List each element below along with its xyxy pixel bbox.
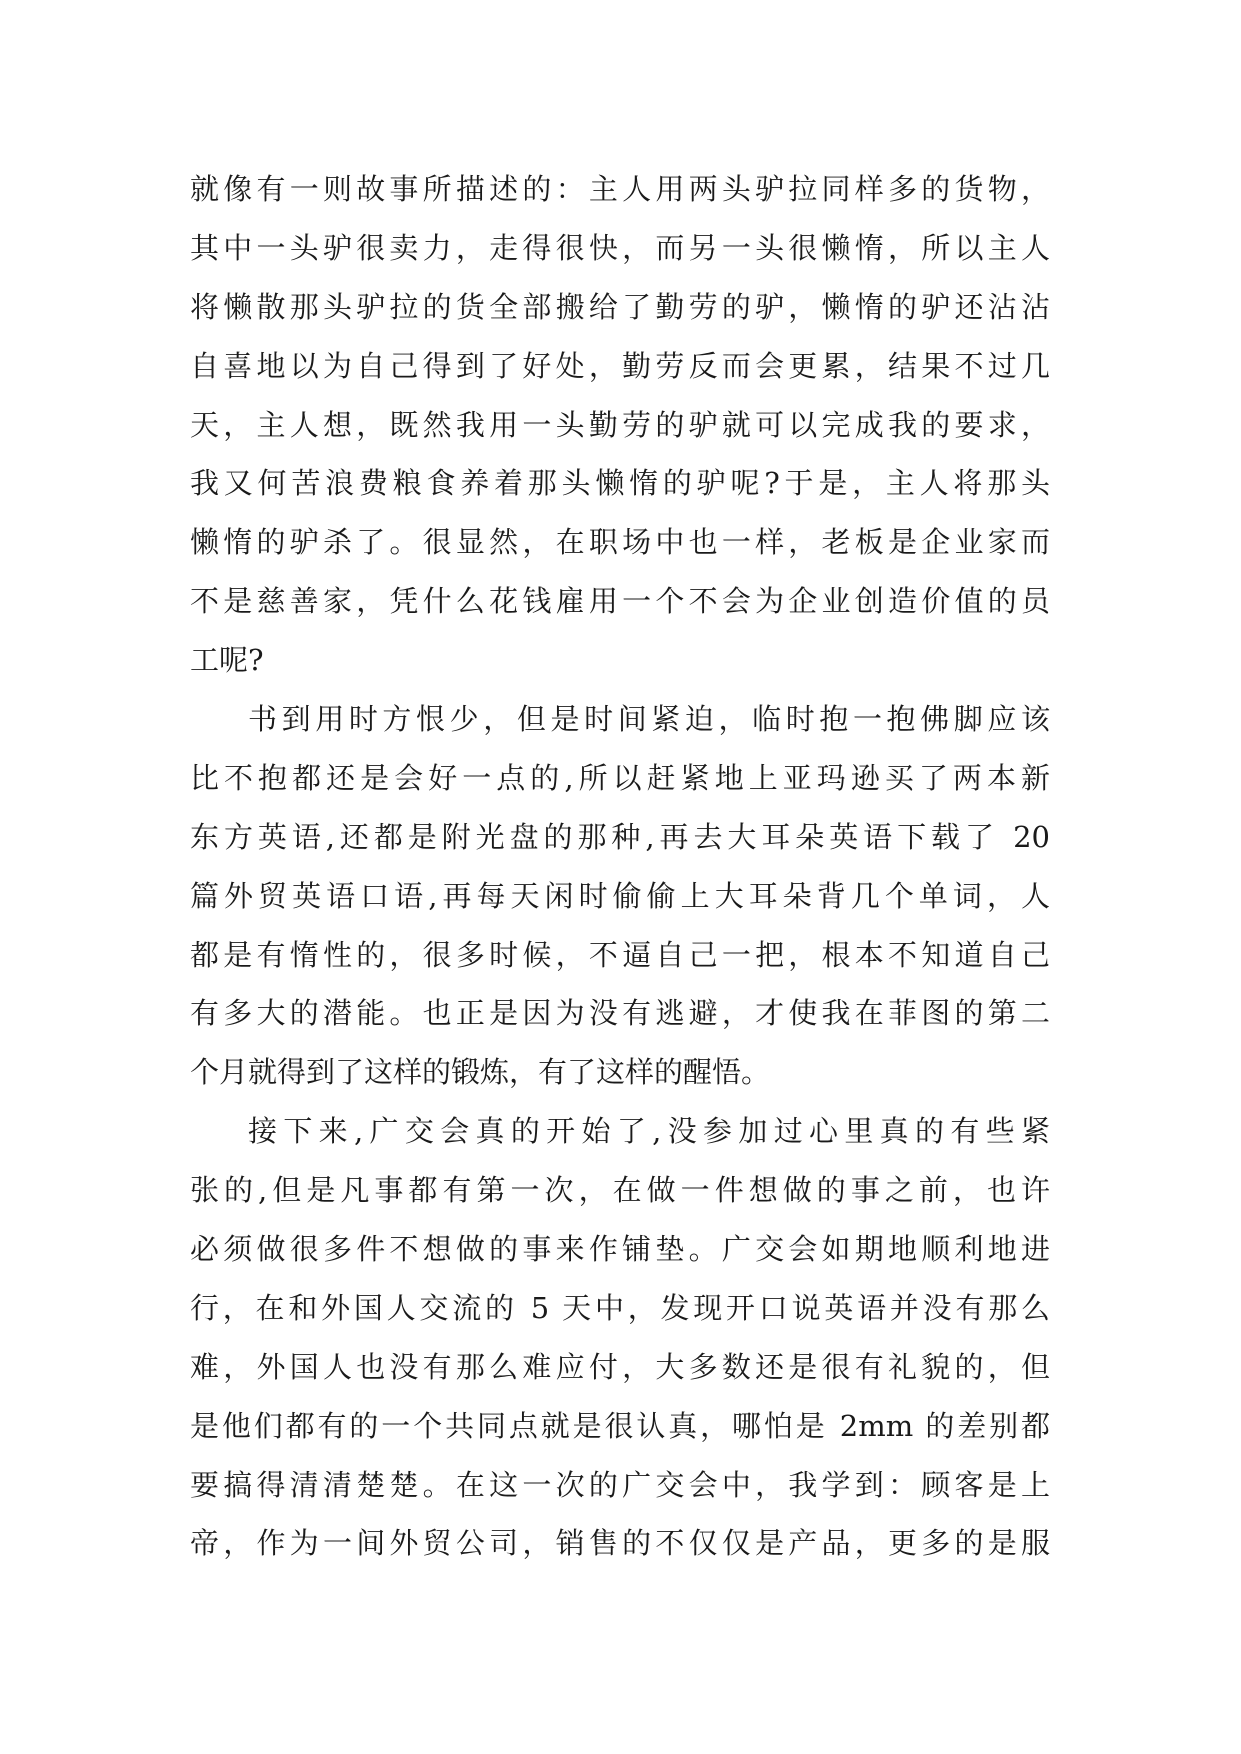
text-line: 有多大的潜能。也正是因为没有逃避，才使我在菲图的第二 [190,996,1050,1031]
text-line: 是他们都有的一个共同点就是很认真，哪怕是 2mm 的差别都 [190,1408,1050,1443]
text-line: 比不抱都还是会好一点的,所以赶紧地上亚玛逊买了两本新 [190,760,1050,795]
text-line: 难，外国人也没有那么难应付，大多数还是很有礼貌的，但 [190,1349,1050,1384]
text-line: 工呢? [190,643,264,678]
text-line: 张的,但是凡事都有第一次，在做一件想做的事之前，也许 [190,1173,1050,1208]
text-line: 东方英语,还都是附光盘的那种,再去大耳朵英语下载了 20 [190,819,1050,854]
text-line: 行，在和外国人交流的 5 天中，发现开口说英语并没有那么 [190,1290,1050,1325]
paragraph [190,160,1050,690]
text-line: 懒惰的驴杀了。很显然，在职场中也一样，老板是企业家而 [190,525,1050,560]
text-line: 就像有一则故事所描述的：主人用两头驴拉同样多的货物， [190,172,1050,206]
document-body [190,160,1050,1573]
text-line: 其中一头驴很卖力，走得很快，而另一头很懒惰，所以主人 [190,230,1050,265]
text-line: 篇外贸英语口语,再每天闲时偷偷上大耳朵背几个单词，人 [190,878,1050,913]
text-line: 必须做很多件不想做的事来作铺垫。广交会如期地顺利地进 [190,1232,1050,1267]
text-line: 将懒散那头驴拉的货全部搬给了勤劳的驴，懒惰的驴还沾沾 [190,289,1050,324]
text-line: 自喜地以为自己得到了好处，勤劳反而会更累，结果不过几 [190,348,1050,383]
text-line: 个月就得到了这样的锻炼，有了这样的醒悟。 [190,1055,771,1090]
text-line: 帝，作为一间外贸公司，销售的不仅仅是产品，更多的是服 [190,1526,1050,1561]
text-line: 天，主人想，既然我用一头勤劳的驴就可以完成我的要求， [190,407,1050,442]
text-line: 我又何苦浪费粮食养着那头懒惰的驴呢?于是，主人将那头 [190,466,1050,501]
text-line: 都是有惰性的，很多时候，不逼自己一把，根本不知道自己 [190,937,1050,972]
text-line: 不是慈善家，凭什么花钱雇用一个不会为企业创造价值的员 [190,584,1050,619]
text-line: 书到用时方恨少，但是时间紧迫，临时抱一抱佛脚应该 [248,702,1050,737]
text-line: 接下来,广交会真的开始了,没参加过心里真的有些紧 [248,1114,1050,1149]
text-line: 要搞得清清楚楚。在这一次的广交会中，我学到：顾客是上 [190,1467,1050,1502]
paragraph [190,690,1050,1102]
paragraph [190,1102,1050,1573]
